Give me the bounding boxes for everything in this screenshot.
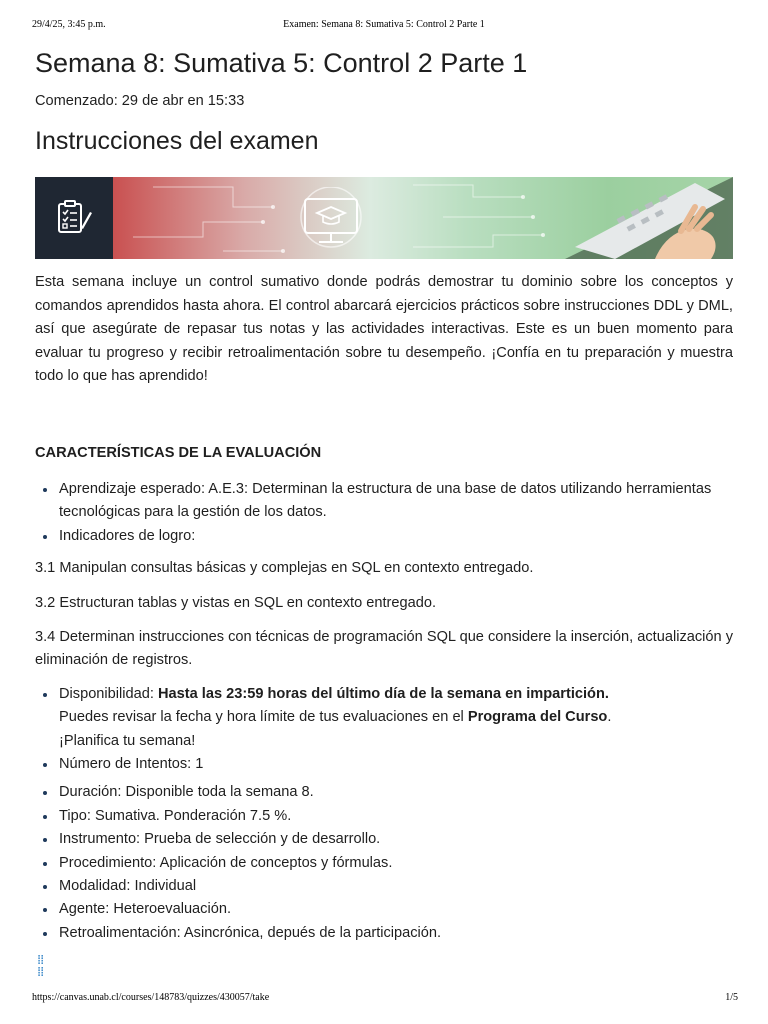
attempts-item: Número de Intentos: 1 [59, 753, 733, 776]
list-item: Retroalimentación: Asincrónica, depués de la participación. [59, 922, 733, 945]
laptop-hands-illustration [505, 177, 733, 259]
print-datetime: 29/4/25, 3:45 p.m. [32, 19, 106, 30]
availability-item [59, 683, 733, 753]
outcomes-list [35, 478, 733, 548]
plan-week-text: ¡Planifica tu semana! [59, 732, 196, 749]
list-item: Modalidad: Individual [59, 875, 733, 898]
indicator-3-4: 3.4 Determinan instrucciones con técnicas de programación SQL que considere la inserción, actualización y eliminación de registros. [35, 629, 733, 669]
availability-list [35, 683, 733, 777]
print-page-number: 1/5 [725, 992, 738, 1003]
availability-label: Disponibilidad: [59, 685, 158, 702]
availability-deadline: Hasta las 23:59 horas del último día de la semana en impartición. [157, 685, 609, 702]
details-list [35, 781, 733, 945]
characteristics-heading: CARACTERÍSTICAS DE LA EVALUACIÓN [35, 444, 322, 461]
instructions-heading: Instrucciones del examen [35, 127, 319, 155]
page-title: Semana 8: Sumativa 5: Control 2 Parte 1 [35, 48, 528, 78]
indicator-3-2: 3.2 Estructuran tablas y vistas en SQL en contexto entregado. [35, 594, 437, 611]
quiz-content [35, 47, 733, 979]
list-item: Aprendizaje esperado: A.E.3: Determinan la estructura de una base de datos utilizando herramientas tecnológicas para la gestión de los datos. [59, 478, 733, 525]
list-item: Duración: Disponible toda la semana 8. [59, 781, 733, 804]
intro-paragraph: Esta semana incluye un control sumativo donde podrás demostrar tu dominio sobre los conceptos y comandos aprendidos hasta ahora. El control abarcará ejercicios prácticos sobre instrucciones DDL y DML, así que asegúrate de repasar tus notas y las actividades interactivas. Este es un buen momento para evaluar tu progreso y recibir retroalimentación sobre tu desempeño. ¡Confía en tu preparación y muestra todo lo que has aprendido! [35, 274, 733, 385]
print-footer [0, 992, 768, 1006]
availability-note: Puedes revisar la fecha y hora límite de tus evaluaciones en el [59, 709, 468, 726]
instructions-banner [35, 177, 733, 259]
indicator-3-1: 3.1 Manipulan consultas básicas y complejas en SQL en contexto entregado. [35, 560, 534, 577]
list-item: Tipo: Sumativa. Ponderación 7.5 %. [59, 805, 733, 828]
print-url: https://canvas.unab.cl/courses/148783/quizzes/430057/take [32, 992, 270, 1003]
print-header [0, 19, 768, 33]
drag-handle-icon[interactable]: ⁞⁞ ⁞⁞ [37, 953, 44, 981]
started-timestamp: Comenzado: 29 de abr en 15:33 [35, 93, 245, 109]
list-item: Agente: Heteroevaluación. [59, 898, 733, 921]
exam-checklist-icon [35, 177, 113, 259]
list-item: Procedimiento: Aplicación de conceptos y fórmulas. [59, 852, 733, 875]
list-item: Indicadores de logro: [59, 525, 733, 548]
list-item: Instrumento: Prueba de selección y de desarrollo. [59, 828, 733, 851]
course-program-link[interactable]: Programa del Curso [467, 709, 608, 726]
availability-note-end: . [607, 709, 612, 726]
graduation-monitor-icon [283, 187, 379, 251]
print-doc-title: Examen: Semana 8: Sumativa 5: Control 2 Parte 1 [283, 19, 485, 30]
